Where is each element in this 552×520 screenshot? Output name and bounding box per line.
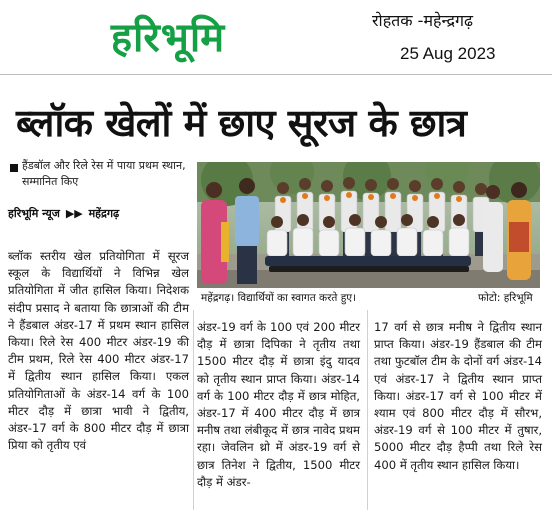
byline-place: महेंद्रगढ़ xyxy=(88,207,120,220)
article-photo xyxy=(197,162,540,288)
photo-credit: फोटो: हरिभूमि xyxy=(478,292,533,304)
article-column-1: ब्लॉक स्तरीय खेल प्रतियोगिता में सूरज स्कूल के विद्यार्थियों ने विभिन्न खेल प्रतियोगिता में जीत हासिल किया। निदेशक संदीप प्रसाद ने बताया कि छात्राओं की टीम ने हैंडबाल अंडर-17 में प्रथम स्थान हासिल किया। रिले रेस 400 मीटर अंडर-19 की टीम प्रथम, रिले रेस 400 मीटर अंडर-17 में द्वितीय स्थान हासिल किया। एकल प्रतियोगिताओं के अंडर-14 वर्ग के 100 मीटर दौड़ में छात्रा भावी ने द्वितीय, अंडर-17 वर्ग के 800 मीटर दौड़ में छात्रा प्रिया को तृतीय एवं xyxy=(8,249,189,453)
article-headline: ब्लॉक खेलों में छाए सूरज के छात्र xyxy=(16,101,467,145)
article-column-2: अंडर-19 वर्ग के 100 एवं 200 मीटर दौड़ में छात्रा दिपिका ने तृतीय तथा 1500 मीटर दौड़ में छात्रा इंदु यादव को तृतीय स्थान प्राप्त किया। अंडर-14 वर्ग के 100 मीटर दौड़ में छात्र मोहित, अंडर-17 में 400 मीटर दौड़ में छात्र मनीष तथा लंबीकूद में छात्र नावेद प्रथम रहा। जेवलिन थ्रो में अंडर-19 वर्ग से छात्र तिनेश ने द्वितीय, 1500 मीटर दौड़ में अंडर- xyxy=(197,320,360,489)
newspaper-logo xyxy=(66,13,270,63)
group-photo-illustration xyxy=(197,162,540,288)
edition-city: रोहतक -महेन्द्रगढ़ xyxy=(372,11,473,30)
masthead xyxy=(0,0,552,78)
double-arrow-icon: ▶▶ xyxy=(65,207,83,220)
article-byline xyxy=(8,206,119,221)
masthead-divider xyxy=(0,74,552,75)
logo-text: हरिभूमि xyxy=(110,15,226,61)
article-column-3: 17 वर्ग से छात्र मनीष ने द्वितीय स्थान प्राप्त किया। अंडर-19 हैंडबाल की टीम तथा फुटबॉल टीम के दोनों वर्ग अंडर-14 एवं अंडर-17 ने द्वितीय स्थान प्राप्त किया। अंडर-17 वर्ग से 100 मीटर में श्याम एवं 800 मीटर दौड़ में सौरभ, अंडर-19 वर्ग से 100 मीटर में तुषार, 5000 मीटर दौड़ हैप्पी तथा रिले रेस 400 में तृतीय स्थान हासिल किया। xyxy=(374,320,542,472)
column-divider xyxy=(367,310,368,510)
article-deck: हैंडबॉल और रिले रेस में पाया प्रथम स्थान, सम्मानित किए xyxy=(22,159,186,188)
byline-source: हरिभूमि न्यूज xyxy=(8,207,60,220)
edition-date: 25 Aug 2023 xyxy=(400,44,496,63)
photo-caption: महेंद्रगढ़। विद्यार्थियों का स्वागत करते हुए। xyxy=(201,292,357,304)
bullet-square-icon xyxy=(10,164,18,172)
column-divider xyxy=(193,310,194,510)
